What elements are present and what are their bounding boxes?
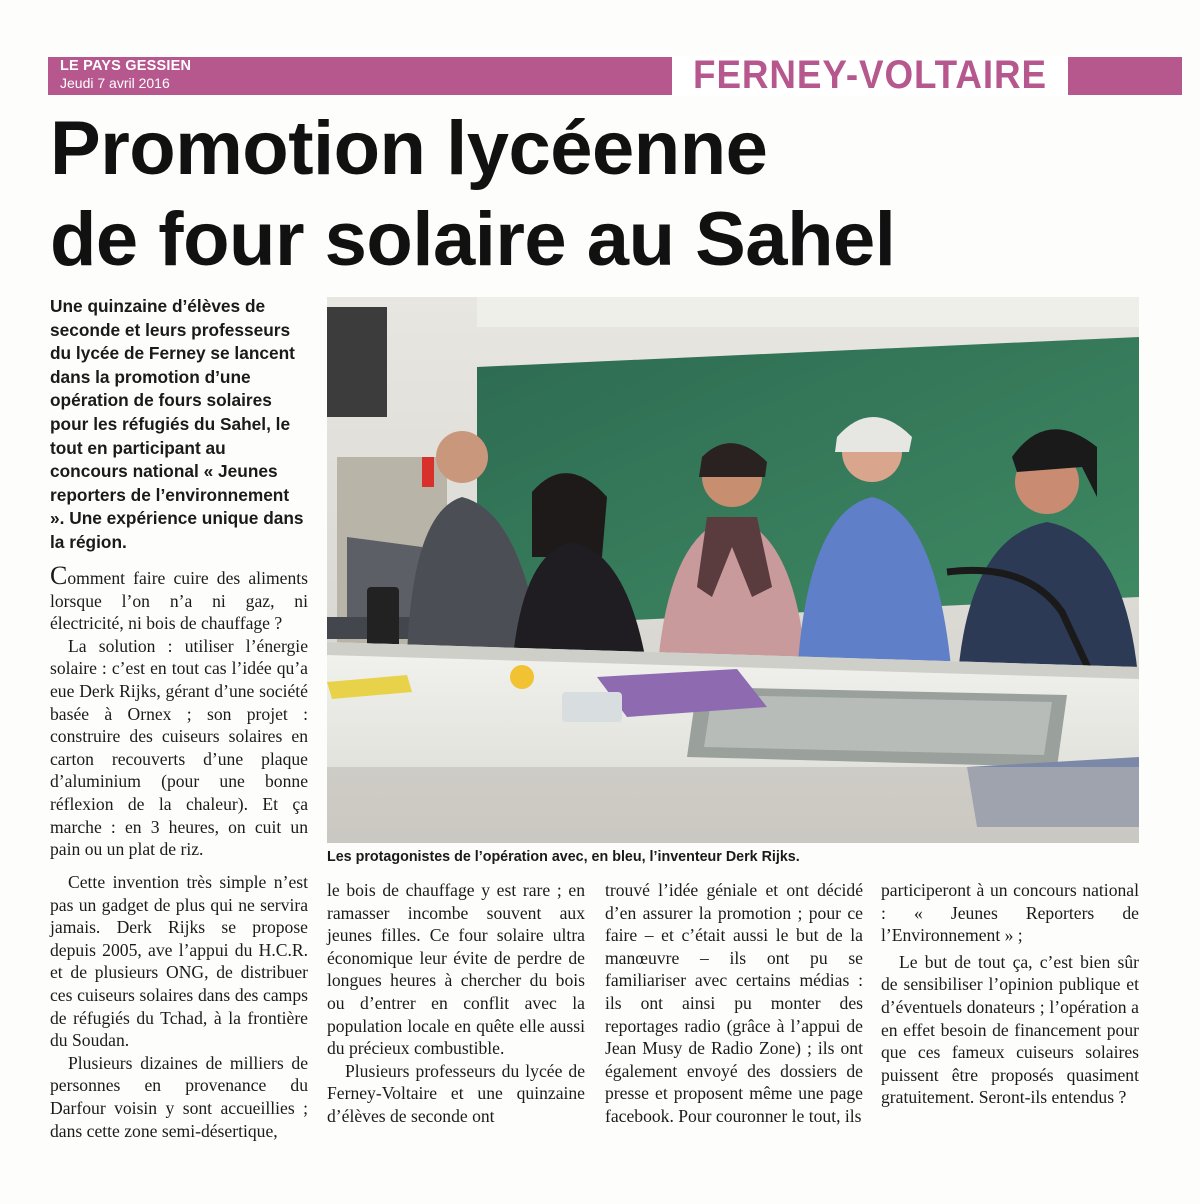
article-column-3 — [605, 879, 863, 1128]
article-paragraph: La solution : utiliser l’énergie solaire : c’est en tout cas l’idée qu’a eue Derk Rijks, gérant d’une société basée à Ornex ; son projet : construire des cuiseurs solaires en carton recouverts d’une plaque d’aluminium (pour une bonne réflexion de la chaleur). Et ça marche : en 3 heures, on cuit un pain ou un plat de riz. — [50, 635, 308, 860]
headline-line-2: de four solaire au Sahel — [50, 197, 896, 282]
section-label: FERNEY-VOLTAIRE — [693, 53, 1047, 97]
article-paragraph: Le but de tout ça, c’est bien sûr de sensibiliser l’opinion publique et d’éventuels donateurs ; l’opération a en effet besoin de financement pour que ces fameux cuiseurs solaires puissent être proposés quasiment gratuitement. Seront-ils entendus ? — [881, 951, 1139, 1108]
article-column-1-bottom — [50, 871, 308, 1142]
article-paragraph: Plusieurs professeurs du lycée de Ferney-Voltaire et une quinzaine d’élèves de seconde ont — [327, 1060, 585, 1126]
article-paragraph: participeront à un concours national : « Jeunes Reporters de l’Environnement » ; — [881, 880, 1139, 946]
headline-line-1: Promotion lycéenne — [50, 106, 768, 191]
article-paragraph: Plusieurs dizaines de milliers de personnes en provenance du Darfour voisin y sont accueillies ; dans cette zone semi-désertique, — [50, 1052, 308, 1141]
publication-name: LE PAYS GESSIEN — [60, 58, 192, 74]
publication-date: Jeudi 7 avril 2016 — [60, 75, 170, 91]
article-paragraph: Comment faire cuire des aliments lorsque l’on n’a ni gaz, ni électricité, ni bois de chauffage ? — [50, 561, 308, 634]
lead-paragraph: Une quinzaine d’élèves de seconde et leurs professeurs du lycée de Ferney se lancent dans la promotion d’une opération de fours solaires pour les réfugiés du Sahel, le tout en participant au concours national « Jeunes reporters de l’environnement ». Une expérience unique dans la région. — [50, 296, 304, 552]
article-paragraph: trouvé l’idée géniale et ont décidé d’en assurer la promotion ; pour ce faire – et c’était aussi le but de la manœuvre – ils ont pu se familiariser avec certains médias : ils ont ainsi pu monter des reportages radio (grâce à l’appui de Jean Musy de Radio Zone) ; ils ont également envoyé des dossiers de presse et proposent même une page facebook. Pour couronner le tout, ils — [605, 880, 863, 1126]
article-column-1 — [50, 561, 308, 861]
photo-caption: Les protagonistes de l’opération avec, en bleu, l’inventeur Derk Rijks. — [327, 849, 800, 865]
headline — [50, 103, 1190, 285]
article-column-4 — [881, 879, 1139, 1109]
article-paragraph: Cette invention très simple n’est pas un gadget de plus qui ne servira jamais. Derk Rijks se propose depuis 2005, ave l’appui du H.C.R. et de plusieurs ONG, de distribuer ces cuiseurs solaires dans des camps de réfugiés du Tchad, à la frontière du Soudan. — [50, 872, 308, 1051]
news-photo — [327, 297, 1139, 843]
article-column-2 — [327, 879, 585, 1128]
article-paragraph: le bois de chauffage y est rare ; en ramasser incombe souvent aux jeunes filles. Ce four solaire ultra économique leur évite de perdre de longues heures à chercher du bois ou d’entrer en conflit avec la population locale en quête elle aussi du précieux combustible. — [327, 880, 585, 1059]
